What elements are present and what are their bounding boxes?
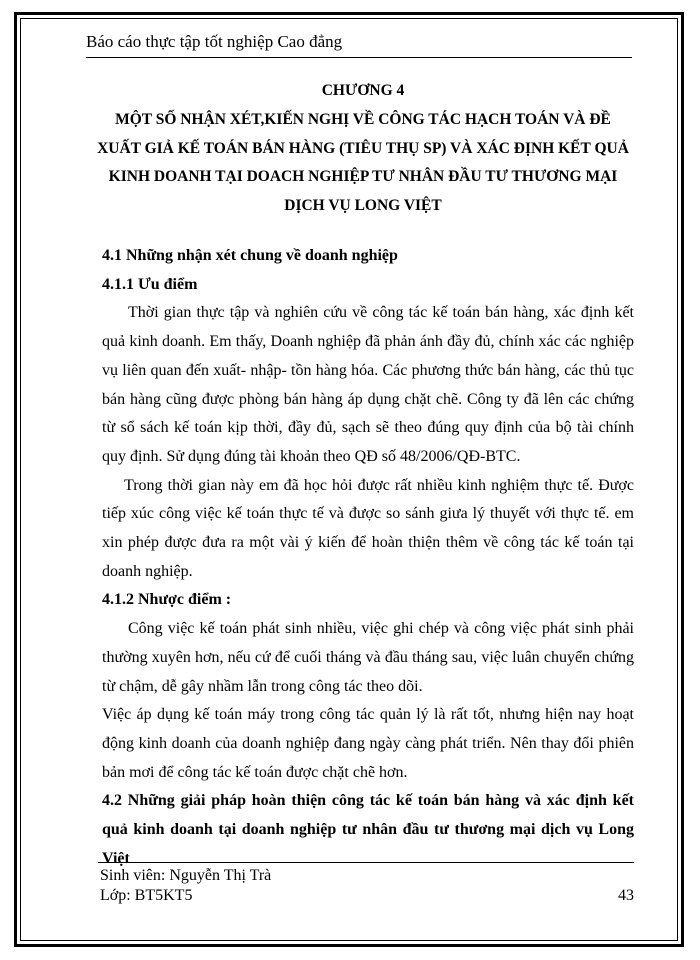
section-4-1-1-heading: 4.1.1 Ưu điểm bbox=[102, 275, 198, 293]
page-header: Báo cáo thực tập tốt nghiệp Cao đẳng bbox=[86, 32, 343, 51]
section-4-1-heading: 4.1 Những nhận xét chung về doanh nghiệp bbox=[102, 247, 398, 264]
footer-class: Lớp: BT5KT5 bbox=[100, 887, 193, 904]
disadvantages-paragraph-1: Công việc kế toán phát sinh nhiều, việc ghi chép và công việc phát sinh phải thường xuyên hơn, nếu cứ để cuối tháng và đầu tháng sau, việc luân chuyển chứng từ chậm, dễ gây nhầm lẫn trong công tác theo dõi. bbox=[102, 620, 634, 695]
chapter-title: MỘT SỐ NHẬN XÉT,KIẾN NGHỊ VỀ CÔNG TÁC HẠCH TOÁN VÀ ĐỀ XUẤT GIẢ KẾ TOÁN BÁN HÀNG (TIÊU THỤ SP) VÀ XÁC ĐỊNH KẾT QUẢ KINH DOANH TẠI DOACH NGHIỆP TƯ NHÂN ĐẦU TƯ THƯƠNG MẠI DỊCH VỤ LONG VIỆT bbox=[97, 111, 629, 214]
document-body bbox=[102, 242, 634, 873]
header-rule bbox=[86, 57, 632, 58]
footer-student: Sinh viên: Nguyễn Thị Trà bbox=[100, 867, 272, 884]
advantages-paragraph-1: Thời gian thực tập và nghiên cứu về công tác kế toán bán hàng, xác định kết quả kinh doanh. Em thấy, Doanh nghiệp đã phản ánh đầy đủ, chính xác các nghiệp vụ liên quan đến xuất- nhập- tồn hàng hóa. Các phương thức bán hàng, các thủ tục bán hàng cũng được phòng bán hàng áp dụng chặt chẽ. Công ty đã lên các chứng từ sổ sách kế toán kịp thời, đầy đủ, sạch sẽ theo đúng quy định của bộ tài chính quy định. Sử dụng đúng tài khoản theo QĐ số 48/2006/QĐ-BTC. bbox=[102, 304, 634, 465]
page-footer bbox=[100, 866, 634, 906]
chapter-number: CHƯƠNG 4 bbox=[321, 82, 405, 99]
section-4-2-heading: 4.2 Những giải pháp hoàn thiện công tác kế toán bán hàng và xác định kết quả kinh doanh tại doanh nghiệp tư nhân đầu tư thương mại dịch vụ Long Việt bbox=[102, 792, 634, 867]
disadvantages-paragraph-2: Việc áp dụng kế toán máy trong công tác quản lý là rất tốt, nhưng hiện nay hoạt động kinh doanh của doanh nghiệp đang ngày càng phát triển. Nên thay đổi phiên bản mơi để công tác kế toán được chặt chẽ hơn. bbox=[102, 706, 634, 781]
chapter-heading bbox=[96, 78, 630, 220]
page-number: 43 bbox=[618, 887, 634, 904]
footer-rule bbox=[98, 862, 634, 863]
section-4-1-2-heading: 4.1.2 Nhược điểm : bbox=[102, 591, 232, 609]
advantages-paragraph-2: Trong thời gian này em đã học hỏi được rất nhiều kinh nghiệm thực tế. Được tiếp xúc công việc kế toán thực tế và được so sánh giưa lý thuyết với thực tế. em xin phép được đưa ra một vài ý kiến để hoàn thiện thêm về công tác kế toán tại doanh nghiệp. bbox=[102, 476, 634, 580]
